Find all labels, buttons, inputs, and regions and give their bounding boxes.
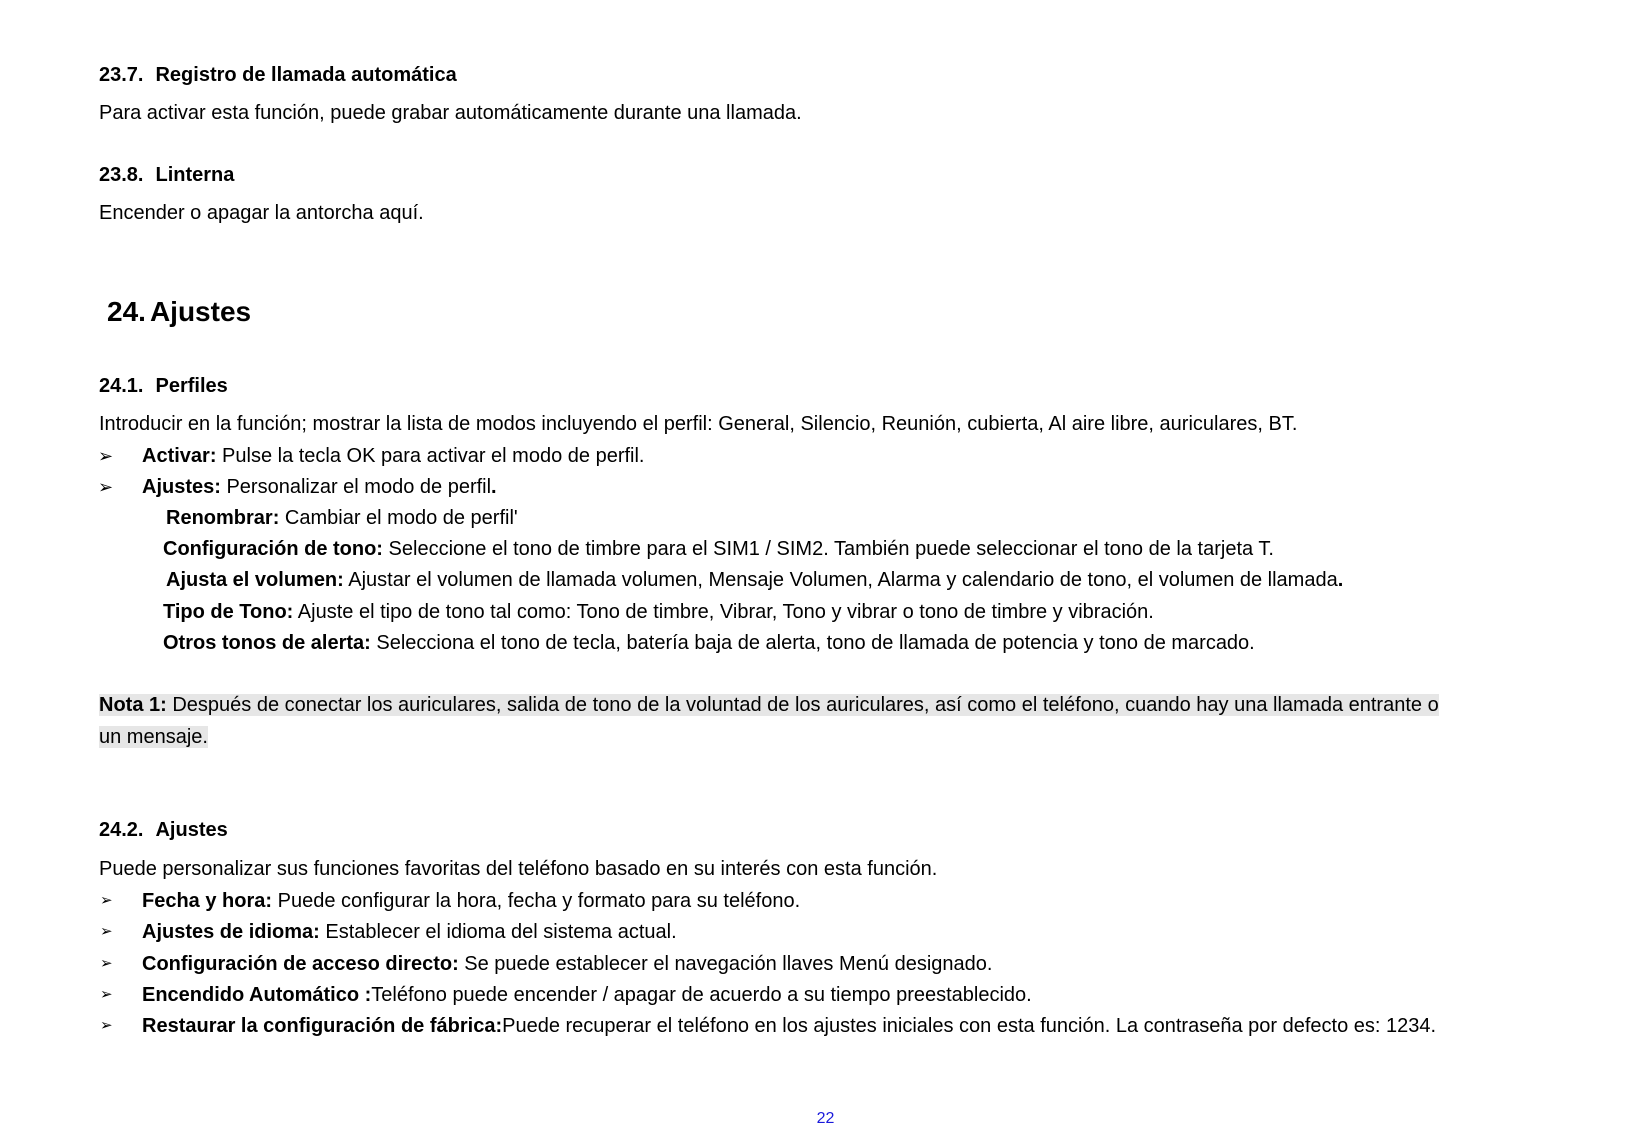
subitem-label: Otros tonos de alerta:: [163, 632, 371, 654]
heading-24-number: 24.: [107, 296, 146, 327]
list-item-label: Ajustes de idioma:: [142, 921, 320, 943]
paragraph-24-1-intro: Introducir en la función; mostrar la lista de modos incluyendo el perfil: General, Silencio, Reunión, cubierta, Al aire libre, auriculares, BT.: [99, 413, 1298, 435]
note-1-line-1: [99, 693, 1439, 717]
bullet-arrow-icon: ➢: [100, 892, 113, 909]
subitem-label: Configuración de tono:: [163, 538, 383, 560]
list-item-acceso-directo: [142, 952, 992, 976]
list-item-label: Activar:: [142, 445, 217, 467]
paragraph-24-2-intro: Puede personalizar sus funciones favoritas del teléfono basado en su interés con esta función.: [99, 858, 938, 880]
list-item-ajustes-idioma: [142, 920, 677, 944]
list-item-label: Configuración de acceso directo:: [142, 953, 459, 975]
bullet-arrow-icon: ➢: [100, 986, 113, 1003]
subitem-trail: .: [1337, 569, 1344, 591]
bullet-arrow-icon: ➢: [98, 446, 114, 466]
subitem-text: Cambiar el modo de perfil': [279, 507, 518, 529]
list-item-text: Personalizar el modo de perfil: [220, 476, 492, 498]
heading-23-7: [99, 63, 457, 87]
heading-23-7-number: 23.7.: [99, 64, 144, 86]
heading-24-2-title: Ajustes: [155, 819, 228, 841]
list-item-ajustes: [142, 475, 497, 499]
heading-23-8-title: Linterna: [155, 164, 235, 186]
list-item-label: Restaurar la configuración de fábrica:: [142, 1015, 503, 1037]
list-item-fecha-hora: [142, 889, 800, 913]
heading-24-1-number: 24.1.: [99, 375, 144, 397]
heading-24-2: [99, 818, 228, 842]
bullet-arrow-icon: ➢: [100, 923, 113, 940]
list-item-restaurar: [142, 1014, 1436, 1038]
note-1-label: Nota 1:: [99, 694, 167, 716]
note-1-line-2: [99, 725, 208, 749]
list-item-activar: [142, 444, 644, 468]
subitem-label: Ajusta el volumen:: [166, 569, 344, 591]
heading-23-8: [99, 163, 234, 187]
subitem-configuracion-tono: [163, 537, 1274, 561]
page-number: 22: [816, 1110, 835, 1127]
note-1-highlight: [99, 694, 1439, 716]
heading-23-8-number: 23.8.: [99, 164, 144, 186]
subitem-otros-tonos: [163, 631, 1255, 655]
subitem-text: Ajustar el volumen de llamada volumen, Mensaje Volumen, Alarma y calendario de tono, el volumen de llamada: [343, 569, 1338, 591]
list-item-text: Teléfono puede encender / apagar de acuerdo a su tiempo preestablecido.: [371, 984, 1032, 1006]
subitem-text: Seleccione el tono de timbre para el SIM1 / SIM2. También puede seleccionar el tono de la tarjeta T.: [382, 538, 1274, 560]
list-item-label: Encendido Automático :: [142, 984, 372, 1006]
paragraph-23-7: Para activar esta función, puede grabar automáticamente durante una llamada.: [99, 102, 802, 124]
list-item-text: Puede configurar la hora, fecha y formato para su teléfono.: [272, 890, 801, 912]
bullet-arrow-icon: ➢: [98, 477, 114, 497]
heading-24-1-title: Perfiles: [155, 375, 228, 397]
heading-23-7-title: Registro de llamada automática: [155, 64, 457, 86]
bullet-arrow-icon: ➢: [100, 955, 113, 972]
list-item-text: Pulse la tecla OK para activar el modo de perfil.: [216, 445, 645, 467]
heading-24-title: Ajustes: [149, 296, 252, 327]
subitem-text: Ajuste el tipo de tono tal como: Tono de timbre, Vibrar, Tono y vibrar o tono de timbre y vibración.: [293, 601, 1154, 623]
subitem-ajusta-volumen: [166, 568, 1343, 592]
subitem-label: Renombrar:: [166, 507, 280, 529]
subitem-text: Selecciona el tono de tecla, batería baja de alerta, tono de llamada de potencia y tono de marcado.: [370, 632, 1255, 654]
subitem-renombrar: [166, 506, 518, 530]
paragraph-23-8: Encender o apagar la antorcha aquí.: [99, 202, 424, 224]
list-item-text: Establecer el idioma del sistema actual.: [319, 921, 677, 943]
list-item-label: Ajustes:: [142, 476, 221, 498]
heading-24-2-number: 24.2.: [99, 819, 144, 841]
list-item-label: Fecha y hora:: [142, 890, 273, 912]
note-1-text-continued: un mensaje.: [99, 726, 208, 748]
bullet-arrow-icon: ➢: [100, 1017, 113, 1034]
list-item-encendido-automatico: [142, 983, 1032, 1007]
subitem-label: Tipo de Tono:: [163, 601, 294, 623]
heading-24-1: [99, 374, 228, 398]
heading-24: [107, 295, 251, 329]
note-1-text: Después de conectar los auriculares, salida de tono de la voluntad de los auriculares, así como el teléfono, cuando hay una llamada entrante o: [166, 694, 1439, 716]
list-item-trail: .: [491, 476, 497, 498]
list-item-text: Puede recuperar el teléfono en los ajustes iniciales con esta función. La contraseña por defecto es: 1234.: [502, 1015, 1437, 1037]
subitem-tipo-tono: [163, 600, 1154, 624]
list-item-text: Se puede establecer el navegación llaves Menú designado.: [458, 953, 993, 975]
